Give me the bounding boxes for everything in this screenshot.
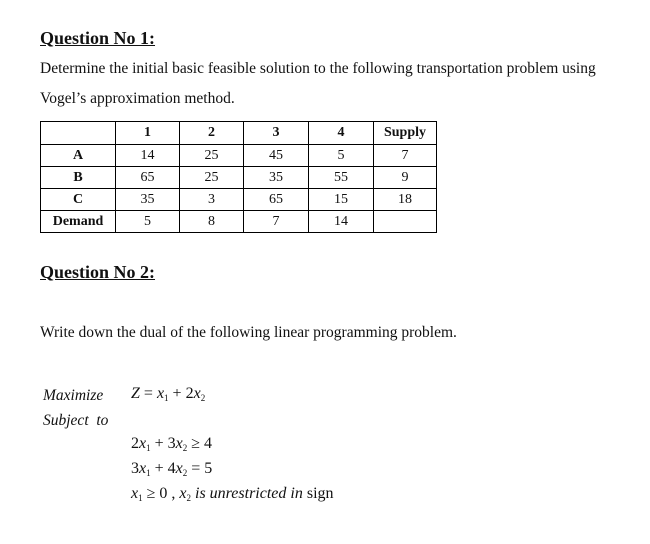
question-2-text: Write down the dual of the following linear programming problem. bbox=[40, 324, 457, 341]
table-header-cell bbox=[41, 122, 116, 145]
question-2-title: Question No 2: bbox=[40, 262, 156, 282]
table-cell: 14 bbox=[309, 211, 374, 233]
question-1-text-line1: Determine the initial basic feasible solution to the following transportation problem using bbox=[40, 60, 596, 77]
table-cell: 25 bbox=[180, 167, 244, 189]
table-cell: 3 bbox=[180, 189, 244, 211]
table-cell: 35 bbox=[244, 167, 309, 189]
table-header-cell: Supply bbox=[374, 122, 437, 145]
table-cell: 25 bbox=[180, 145, 244, 167]
table-row bbox=[41, 145, 437, 167]
table-cell: 15 bbox=[309, 189, 374, 211]
row-label: Demand bbox=[41, 211, 116, 233]
objective-function: $Z = x_1 + 2x_2$ bbox=[131, 385, 206, 403]
table-cell: 5 bbox=[116, 211, 180, 233]
maximize-label: Maximize bbox=[43, 387, 104, 404]
question-1-text-line2: Vogel’s approximation method. bbox=[40, 90, 235, 107]
constraint-1: $2x_1 + 3x_2 \ge 4$ bbox=[131, 435, 213, 453]
table-header-row bbox=[41, 122, 437, 145]
row-label: B bbox=[41, 167, 116, 189]
table-header-cell: 4 bbox=[309, 122, 374, 145]
table-cell: 8 bbox=[180, 211, 244, 233]
table-header-cell: 1 bbox=[116, 122, 180, 145]
table-cell: 45 bbox=[244, 145, 309, 167]
table-header-cell: 3 bbox=[244, 122, 309, 145]
table-cell: 55 bbox=[309, 167, 374, 189]
table-cell: 5 bbox=[309, 145, 374, 167]
table-header-cell: 2 bbox=[180, 122, 244, 145]
table-cell: 7 bbox=[244, 211, 309, 233]
constraint-3: $x_1 \ge 0$ , $x_2$ is unrestricted in sign bbox=[131, 485, 334, 503]
table-cell bbox=[374, 211, 437, 233]
table-cell: 18 bbox=[374, 189, 437, 211]
constraint-2: $3x_1 + 4x_2 = 5$ bbox=[131, 460, 213, 478]
table-cell: 9 bbox=[374, 167, 437, 189]
row-label: A bbox=[41, 145, 116, 167]
table-cell: 65 bbox=[116, 167, 180, 189]
table-cell: 14 bbox=[116, 145, 180, 167]
table-cell: 7 bbox=[374, 145, 437, 167]
transportation-table bbox=[40, 121, 437, 233]
subject-to-label: Subject to bbox=[43, 412, 109, 429]
row-label: C bbox=[41, 189, 116, 211]
table-cell: 65 bbox=[244, 189, 309, 211]
table-cell: 35 bbox=[116, 189, 180, 211]
table-row bbox=[41, 167, 437, 189]
table-row bbox=[41, 189, 437, 211]
question-1-title: Question No 1: bbox=[40, 28, 156, 48]
table-row bbox=[41, 211, 437, 233]
